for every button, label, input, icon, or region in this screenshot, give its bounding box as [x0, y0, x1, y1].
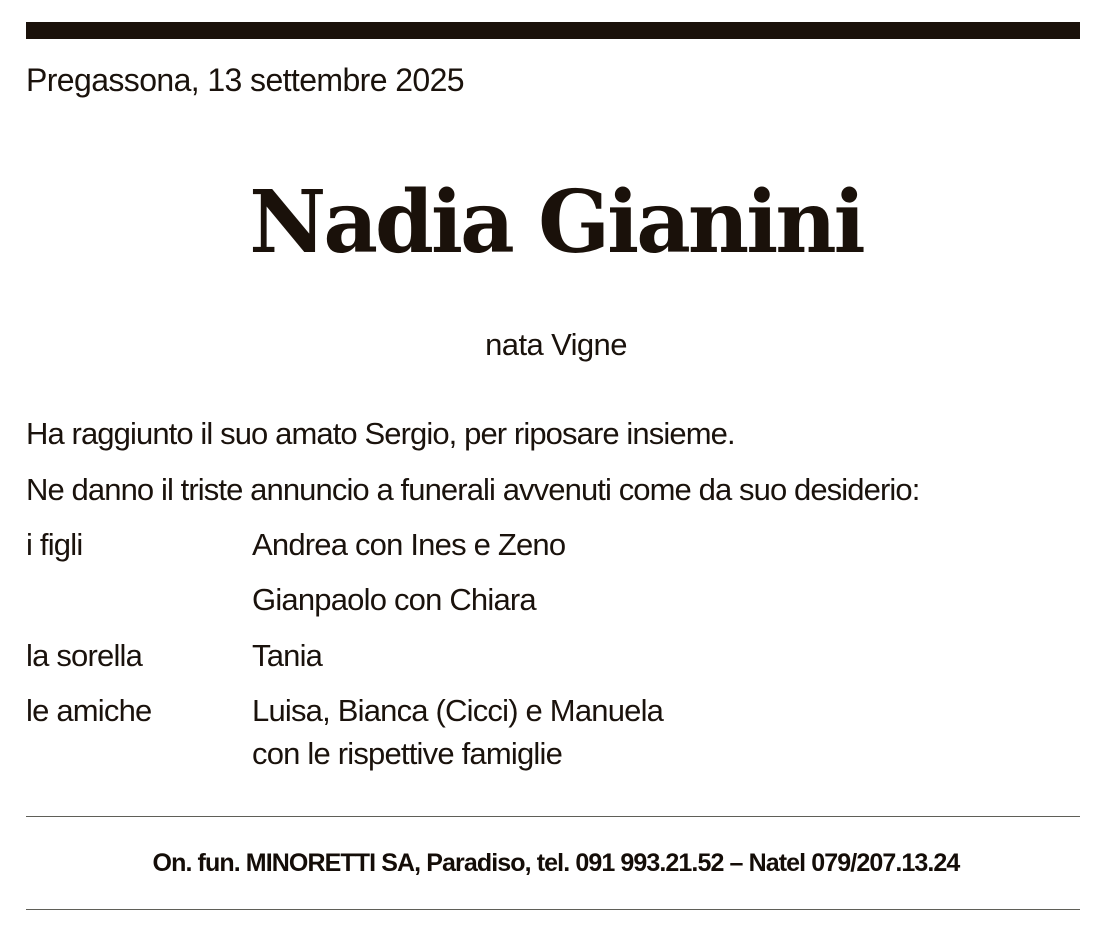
- footer-divider-bottom: [26, 909, 1080, 910]
- mourner-label-children: i figli: [26, 527, 83, 562]
- funeral-home-info: On. fun. MINORETTI SA, Paradiso, tel. 091 993.21.52 – Natel 079/207.13.24: [152, 849, 960, 877]
- mourner-label-sister: la sorella: [26, 638, 143, 673]
- mourner-value-sister: Tania: [252, 638, 323, 673]
- maiden-name: nata Vigne: [485, 327, 627, 362]
- mourner-label-friends: le amiche: [26, 693, 152, 728]
- footer-divider-top: [26, 816, 1080, 817]
- top-rule-bar: [26, 22, 1080, 39]
- body-line-2: Ne danno il triste annuncio a funerali avvenuti come da suo desiderio:: [26, 472, 920, 507]
- mourner-value-children-1: Andrea con Ines e Zeno: [252, 527, 566, 562]
- mourner-value-friends-1: Luisa, Bianca (Cicci) e Manuela: [252, 693, 664, 728]
- mourner-value-children-2: Gianpaolo con Chiara: [252, 582, 536, 617]
- mourner-value-friends-2: con le rispettive famiglie: [252, 736, 563, 771]
- deceased-name: Nadia Gianini: [249, 172, 863, 273]
- dateline: Pregassona, 13 settembre 2025: [26, 62, 465, 98]
- body-line-1: Ha raggiunto il suo amato Sergio, per riposare insieme.: [26, 416, 735, 451]
